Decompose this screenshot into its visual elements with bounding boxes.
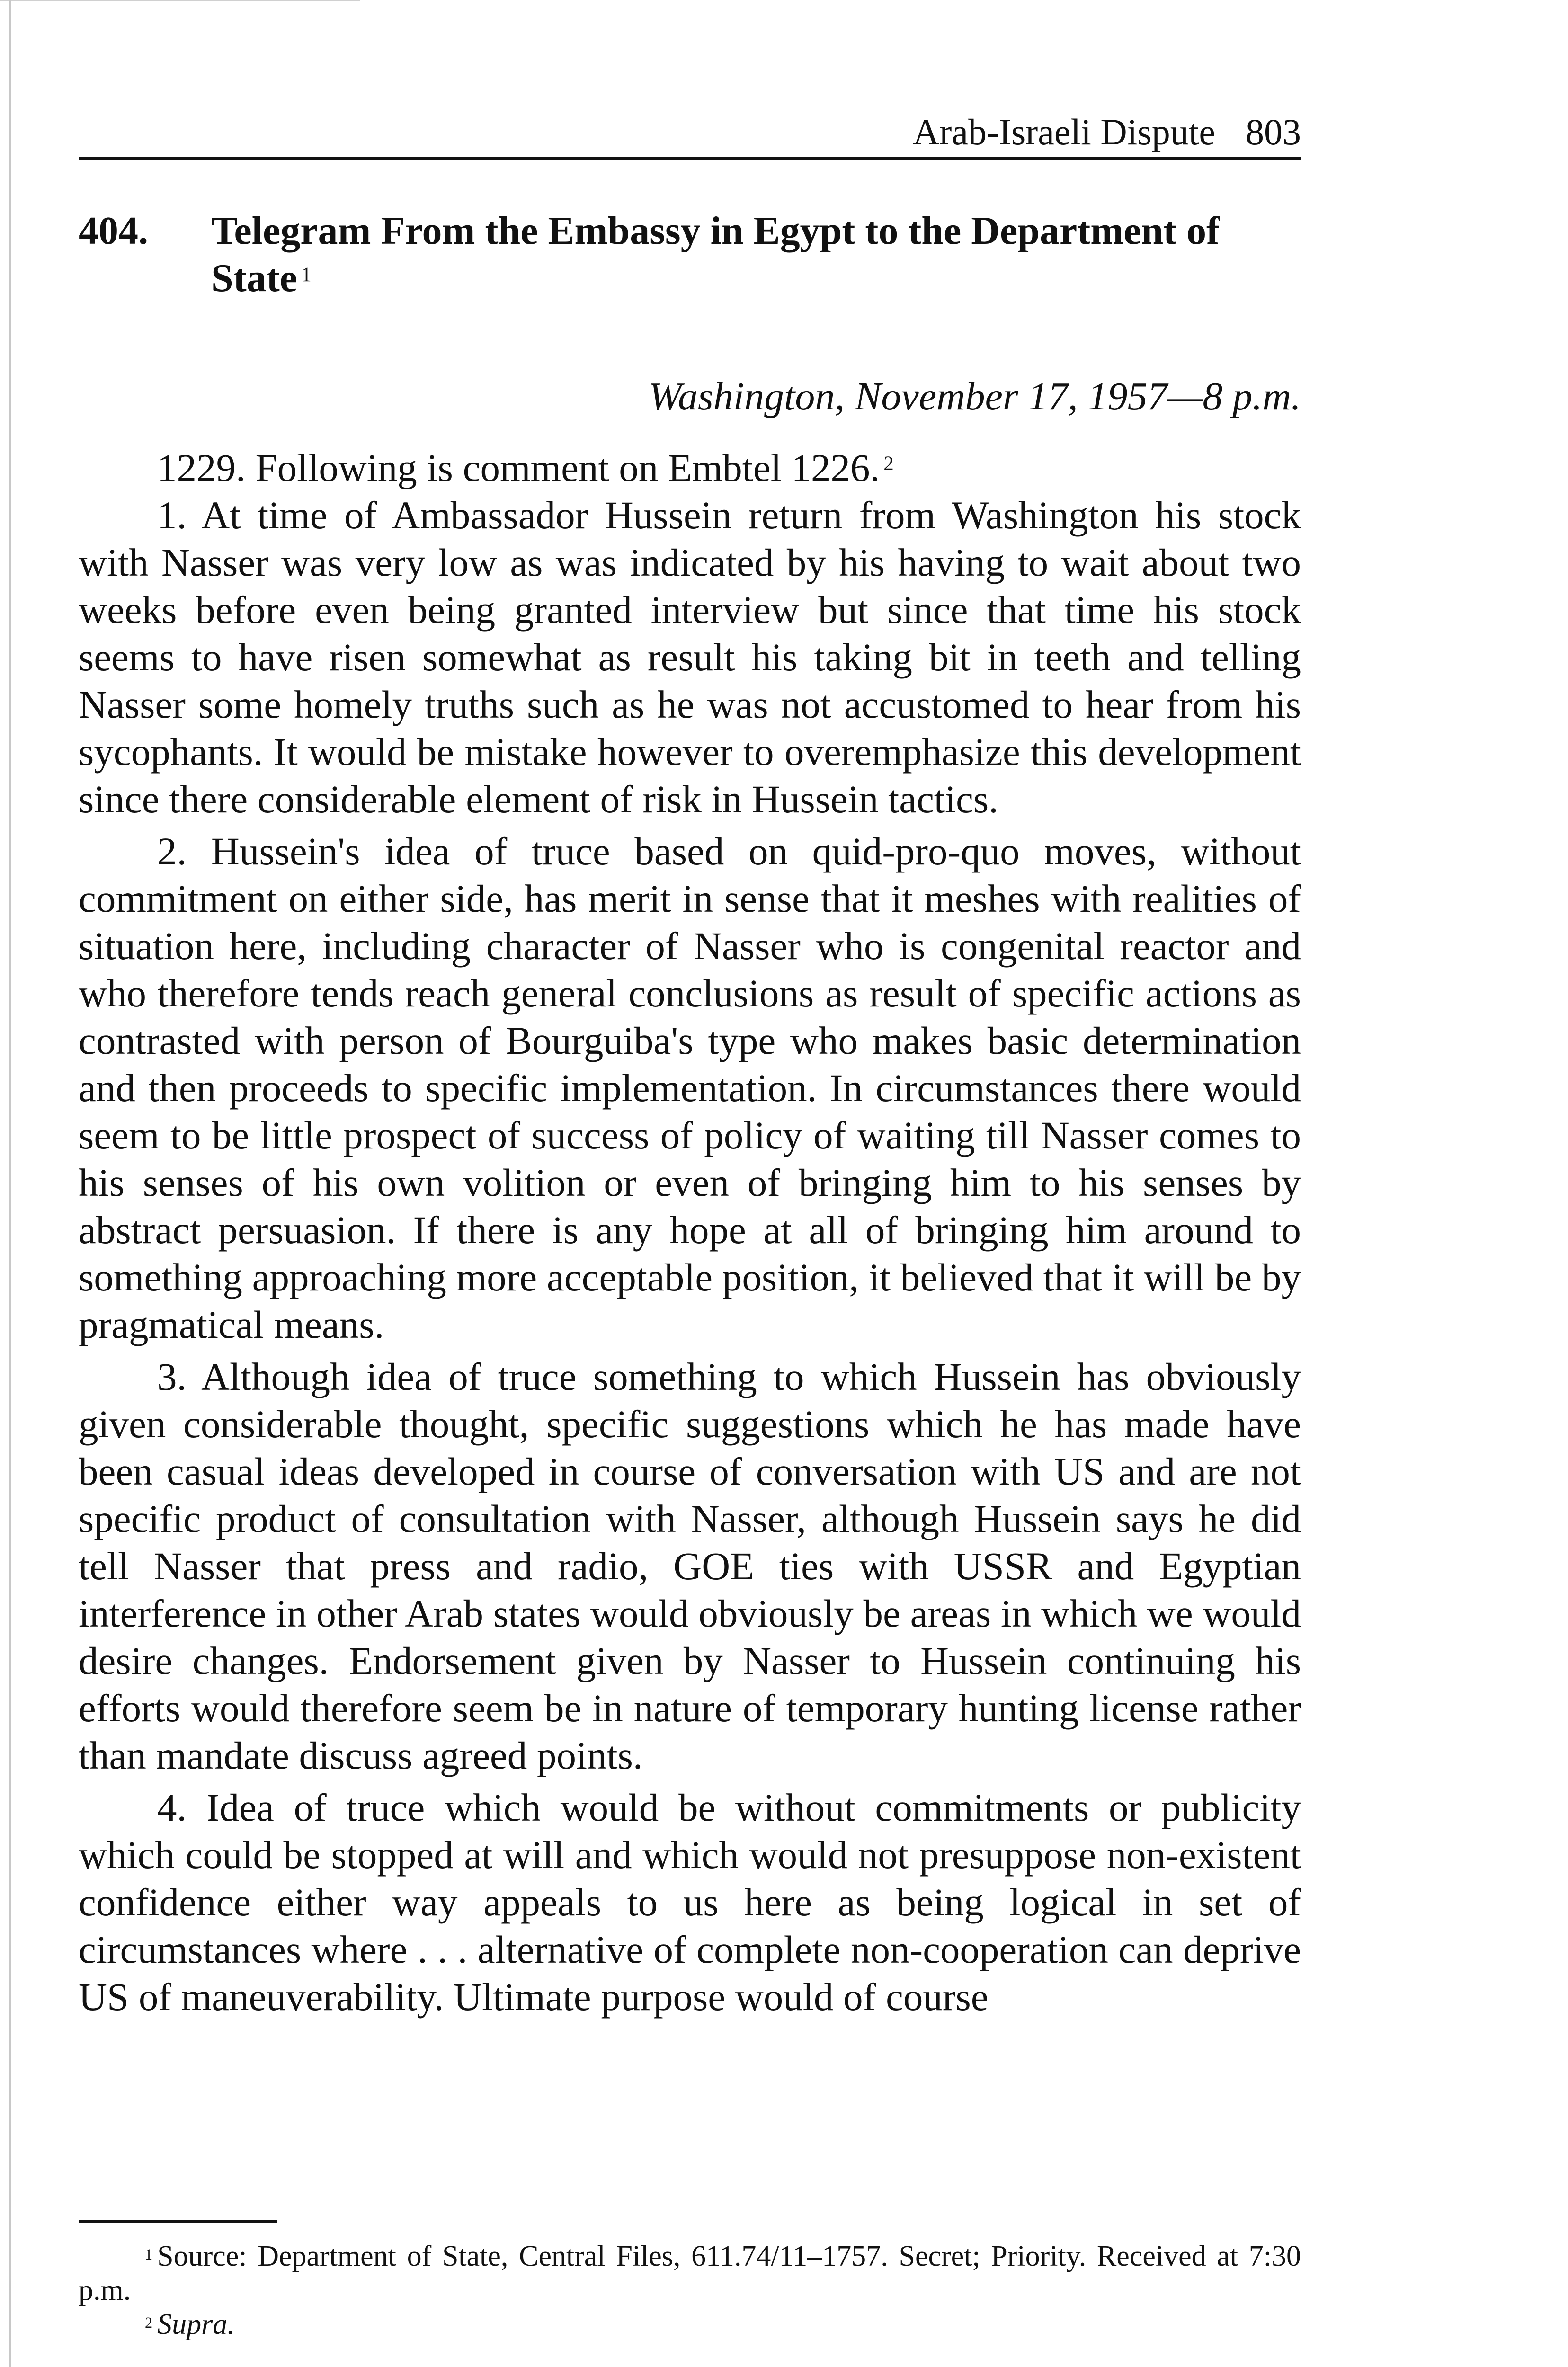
paragraph-1: 1. At time of Ambassador Hussein return from Washington his stock with Nasser was very low as was indicated by his having to wait about two weeks before even being granted interview but since that time his stock seems to have risen somewhat as result his taking bit in teeth and telling Nasser some homely truths such as he was not accustomed to hear from his sycophants. It would be mistake however to overemphasize this development since there considerable element of risk in Hussein tactics. — [79, 493, 1301, 821]
opening-text: 1229. Following is comment on Embtel 1226. — [157, 446, 880, 489]
footnote-2-text: Supra. — [157, 2308, 235, 2340]
running-head — [79, 111, 1301, 160]
scan-edge-top — [0, 0, 360, 1]
footnote-ref-1: 1 — [301, 263, 312, 286]
footnote-marker-1: 1 — [145, 2246, 153, 2263]
document-heading — [79, 207, 1301, 302]
footnote-ref-2: 2 — [883, 453, 894, 475]
document-number: 404. — [79, 209, 148, 253]
footnote-1 — [79, 2239, 1301, 2307]
document-page — [79, 111, 1301, 2340]
dateline: Washington, November 17, 1957—8 p.m. — [648, 374, 1301, 418]
paragraph-3: 3. Although idea of truce something to which Hussein has obviously given considerable thought, specific suggestions which he has made have been casual ideas developed in course of conversation with US and are not specific product of consultation with Nasser, although Hussein says he did tell Nasser that press and radio, GOE ties with USSR and Egyptian interference in other Arab states would obviously be areas in which we would desire changes. Endorsement given by Nasser to Hussein continuing his efforts would therefore seem be in nature of temporary hunting license rather than mandate discuss agreed points. — [79, 1355, 1301, 1777]
document-title-text: Telegram From the Embassy in Egypt to the Department of State — [211, 209, 1220, 300]
scan-edge — [9, 0, 11, 2367]
paragraph-2: 2. Hussein's idea of truce based on quid-pro-quo moves, without commitment on either side, has merit in sense that it meshes with realities of situation here, including character of Nasser who is congenital reactor and who therefore tends reach general conclusions as result of specific actions as contrasted with person of Bourguiba's type who makes basic determination and then proceeds to specific implementation. In circumstances there would seem to be little prospect of success of policy of waiting till Nasser comes to his senses of his own volition or even of bringing him to his senses by abstract persuasion. If there is any hope at all of bringing him around to something approaching more acceptable position, it believed that it will be by pragmatical means. — [79, 829, 1301, 1346]
opening-line — [79, 444, 1301, 491]
footnote-1-text: Source: Department of State, Central Files, 611.74/11–1757. Secret; Priority. Received at 7:30 p.m. — [79, 2240, 1301, 2306]
page-number: 803 — [1246, 111, 1301, 152]
footnote-rule — [79, 2220, 277, 2223]
footnotes — [79, 2239, 1301, 2341]
footnote-marker-2: 2 — [145, 2314, 153, 2331]
running-head-section: Arab-Israeli Dispute — [913, 111, 1215, 152]
paragraph-4: 4. Idea of truce which would be without commitments or publicity which could be stopped at will and which would not presuppose non-existent confidence either way appeals to us here as being logical in set of circumstances where . . . alternative of complete non-cooperation can deprive US of maneuverability. Ultimate purpose would of course — [79, 1786, 1301, 2019]
document-title — [211, 207, 1301, 302]
telegram-body — [79, 444, 1301, 2020]
footnote-2 — [79, 2307, 1301, 2341]
